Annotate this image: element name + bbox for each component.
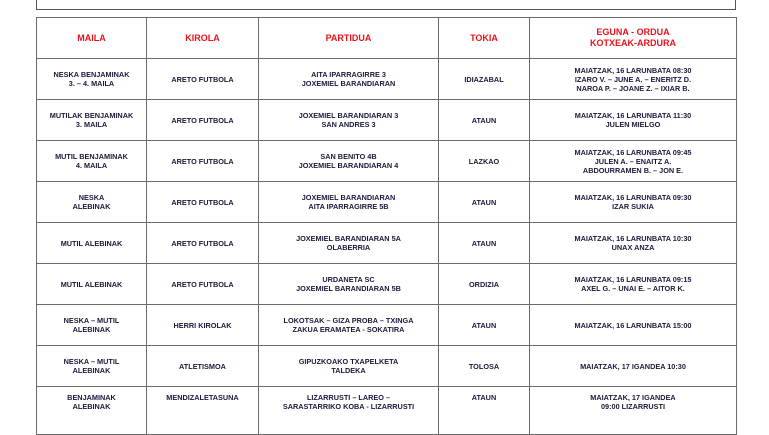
cell-maila	[37, 141, 147, 182]
cell-tokia: ATAUN	[439, 223, 530, 264]
cell-tokia: ATAUN	[439, 182, 530, 223]
cell-maila-line: 3. – 4. MAILA	[68, 79, 115, 88]
cell-eguna-ordua-line: UNAX ANZA	[611, 243, 655, 252]
cell-eguna-ordua-line: NAROA P. – JOANE Z. – IXIAR B.	[576, 83, 690, 93]
cell-partidua-line: AITA IPARRAGIRRE 5B	[308, 202, 389, 211]
cell-maila	[37, 100, 147, 141]
cell-eguna-ordua-line: MAIATZAK, 16 LARUNBATA 08:30	[574, 65, 692, 75]
cell-maila-line: ALEBINAK	[72, 366, 111, 375]
cell-maila	[37, 387, 147, 435]
cell-eguna-ordua-line: MAIATZAK, 16 LARUNBATA 10:30	[574, 234, 692, 243]
cell-eguna-ordua	[530, 387, 737, 435]
cell-maila-line: MUTIL ALEBINAK	[60, 238, 123, 248]
cell-partidua-line: LOKOTSAK – GIZA PROBA – TXINGA	[283, 316, 414, 325]
cell-kirola: ARETO FUTBOLA	[147, 223, 259, 264]
table-row	[37, 223, 737, 264]
cell-partidua	[259, 141, 439, 182]
cell-eguna-ordua-line: ABDOURRAMEN B. – JON E.	[582, 165, 684, 175]
cell-maila-line: 3. MAILA	[75, 120, 108, 129]
table-row	[37, 264, 737, 305]
cell-maila-line: MUTILAK BENJAMINAK	[49, 111, 134, 120]
cell-partidua-line: SAN BENITO 4B	[320, 152, 377, 161]
cell-tokia: ATAUN	[439, 387, 530, 435]
table-row	[37, 305, 737, 346]
cell-maila-line: MUTIL ALEBINAK	[60, 279, 123, 289]
schedule-body	[37, 59, 737, 435]
cell-eguna-ordua-line: MAIATZAK, 16 LARUNBATA 09:45	[574, 147, 692, 157]
cell-partidua-line: JOXEMIEL BARANDIARAN 3	[298, 111, 399, 120]
cell-maila-line: NESKA – MUTIL	[63, 316, 120, 325]
cell-maila-line: ALEBINAK	[72, 202, 111, 211]
cell-kirola: MENDIZALETASUNA	[147, 387, 259, 435]
header-eguna-line1: EGUNA - ORDUA	[596, 27, 670, 37]
cell-maila-line: NESKA – MUTIL	[63, 357, 120, 366]
cell-partidua-line: JOXEMIEL BARANDIARAN	[301, 193, 396, 202]
header-maila: MAILA	[37, 18, 147, 59]
cell-eguna-ordua-line: 09:00 LIZARRUSTI	[600, 402, 666, 411]
header-eguna-ordua	[530, 18, 737, 59]
cell-eguna-ordua	[530, 223, 737, 264]
cell-maila	[37, 346, 147, 387]
cell-maila-line: ALEBINAK	[72, 402, 111, 411]
header-row	[37, 18, 737, 59]
cell-partidua-line: JOXEMIEL BARANDIARAN	[301, 79, 396, 88]
cell-partidua-line: URDANETA SC	[322, 275, 375, 284]
cell-partidua	[259, 59, 439, 100]
cell-maila-line: BENJAMINAK	[67, 393, 116, 402]
cell-tokia: ATAUN	[439, 100, 530, 141]
cell-tokia: LAZKAO	[439, 141, 530, 182]
cell-maila-line: MUTIL BENJAMINAK	[55, 152, 128, 161]
cell-maila-line: NESKA BENJAMINAK	[53, 70, 130, 79]
header-partidua: PARTIDUA	[259, 18, 439, 59]
cell-eguna-ordua	[530, 346, 737, 387]
cell-tokia: ORDIZIA	[439, 264, 530, 305]
header-kirola: KIROLA	[147, 18, 259, 59]
cell-kirola: ARETO FUTBOLA	[147, 264, 259, 305]
cell-partidua-line: TALDEKA	[331, 366, 366, 375]
cell-eguna-ordua-line: AXEL G. – UNAI E. – AITOR K.	[581, 284, 685, 293]
schedule-table	[36, 17, 737, 435]
cell-eguna-ordua-line: JULEN MIELGO	[605, 120, 661, 129]
table-row	[37, 387, 737, 435]
cell-eguna-ordua	[530, 264, 737, 305]
cell-eguna-ordua	[530, 100, 737, 141]
page-frame	[36, 0, 736, 10]
cell-eguna-ordua	[530, 305, 737, 346]
header-tokia: TOKIA	[439, 18, 530, 59]
cell-partidua-line: JOXEMIEL BARANDIARAN 4	[298, 161, 399, 170]
cell-kirola: ARETO FUTBOLA	[147, 182, 259, 223]
cell-partidua	[259, 387, 439, 435]
cell-eguna-ordua-line: MAIATZAK, 17 IGANDEA 10:30	[580, 361, 686, 371]
table-row	[37, 141, 737, 182]
cell-maila	[37, 223, 147, 264]
cell-partidua-line: OLABERRIA	[326, 243, 371, 252]
cell-partidua	[259, 264, 439, 305]
cell-partidua-line: JOXEMIEL BARANDIARAN 5B	[296, 284, 401, 293]
cell-maila	[37, 264, 147, 305]
table-row	[37, 346, 737, 387]
cell-eguna-ordua-line: IZAR SUKIA	[612, 202, 654, 211]
cell-kirola: ARETO FUTBOLA	[147, 59, 259, 100]
cell-eguna-ordua-line: MAIATZAK, 17 IGANDEA	[590, 393, 676, 402]
cell-kirola: ARETO FUTBOLA	[147, 100, 259, 141]
cell-partidua	[259, 223, 439, 264]
cell-eguna-ordua-line: MAIATZAK, 16 LARUNBATA 15:00	[574, 320, 692, 330]
cell-eguna-ordua-line: MAIATZAK, 16 LARUNBATA 09:30	[574, 193, 692, 202]
cell-eguna-ordua-line: IZARO V. – JUNE A. – ENERITZ D.	[574, 74, 692, 84]
cell-maila	[37, 305, 147, 346]
cell-partidua	[259, 305, 439, 346]
cell-partidua	[259, 346, 439, 387]
cell-partidua-line: SAN ANDRES 3	[321, 120, 376, 129]
cell-eguna-ordua-line: MAIATZAK, 16 LARUNBATA 11:30	[574, 111, 692, 120]
cell-eguna-ordua	[530, 141, 737, 182]
cell-partidua-line: SARASTARRIKO KOBA - LIZARRUSTI	[282, 402, 415, 411]
cell-partidua	[259, 100, 439, 141]
cell-maila-line: NESKA	[78, 193, 105, 202]
cell-eguna-ordua	[530, 182, 737, 223]
cell-kirola: HERRI KIROLAK	[147, 305, 259, 346]
cell-partidua-line: LIZARRUSTI – LAREO –	[306, 393, 391, 402]
cell-kirola: ATLETISMOA	[147, 346, 259, 387]
cell-maila-line: 4. MAILA	[75, 161, 108, 170]
cell-kirola: ARETO FUTBOLA	[147, 141, 259, 182]
cell-maila-line: ALEBINAK	[72, 325, 111, 334]
table-row	[37, 100, 737, 141]
table-row	[37, 182, 737, 223]
header-eguna-line2: KOTXEAK-ARDURA	[590, 38, 676, 48]
cell-eguna-ordua	[530, 59, 737, 100]
cell-eguna-ordua-line: MAIATZAK, 16 LARUNBATA 09:15	[574, 275, 692, 284]
cell-maila	[37, 182, 147, 223]
cell-tokia: TOLOSA	[439, 346, 530, 387]
table-row	[37, 59, 737, 100]
cell-tokia: IDIAZABAL	[439, 59, 530, 100]
cell-tokia: ATAUN	[439, 305, 530, 346]
cell-partidua-line: GIPUZKOAKO TXAPELKETA	[298, 357, 399, 366]
cell-partidua	[259, 182, 439, 223]
cell-partidua-line: ZAKUA ERAMATEA - SOKATIRA	[292, 325, 405, 334]
cell-partidua-line: JOXEMIEL BARANDIARAN 5A	[296, 234, 401, 243]
cell-partidua-line: AITA IPARRAGIRRE 3	[311, 70, 386, 79]
cell-eguna-ordua-line: JULEN A. – ENAITZ A.	[594, 156, 672, 166]
cell-maila	[37, 59, 147, 100]
